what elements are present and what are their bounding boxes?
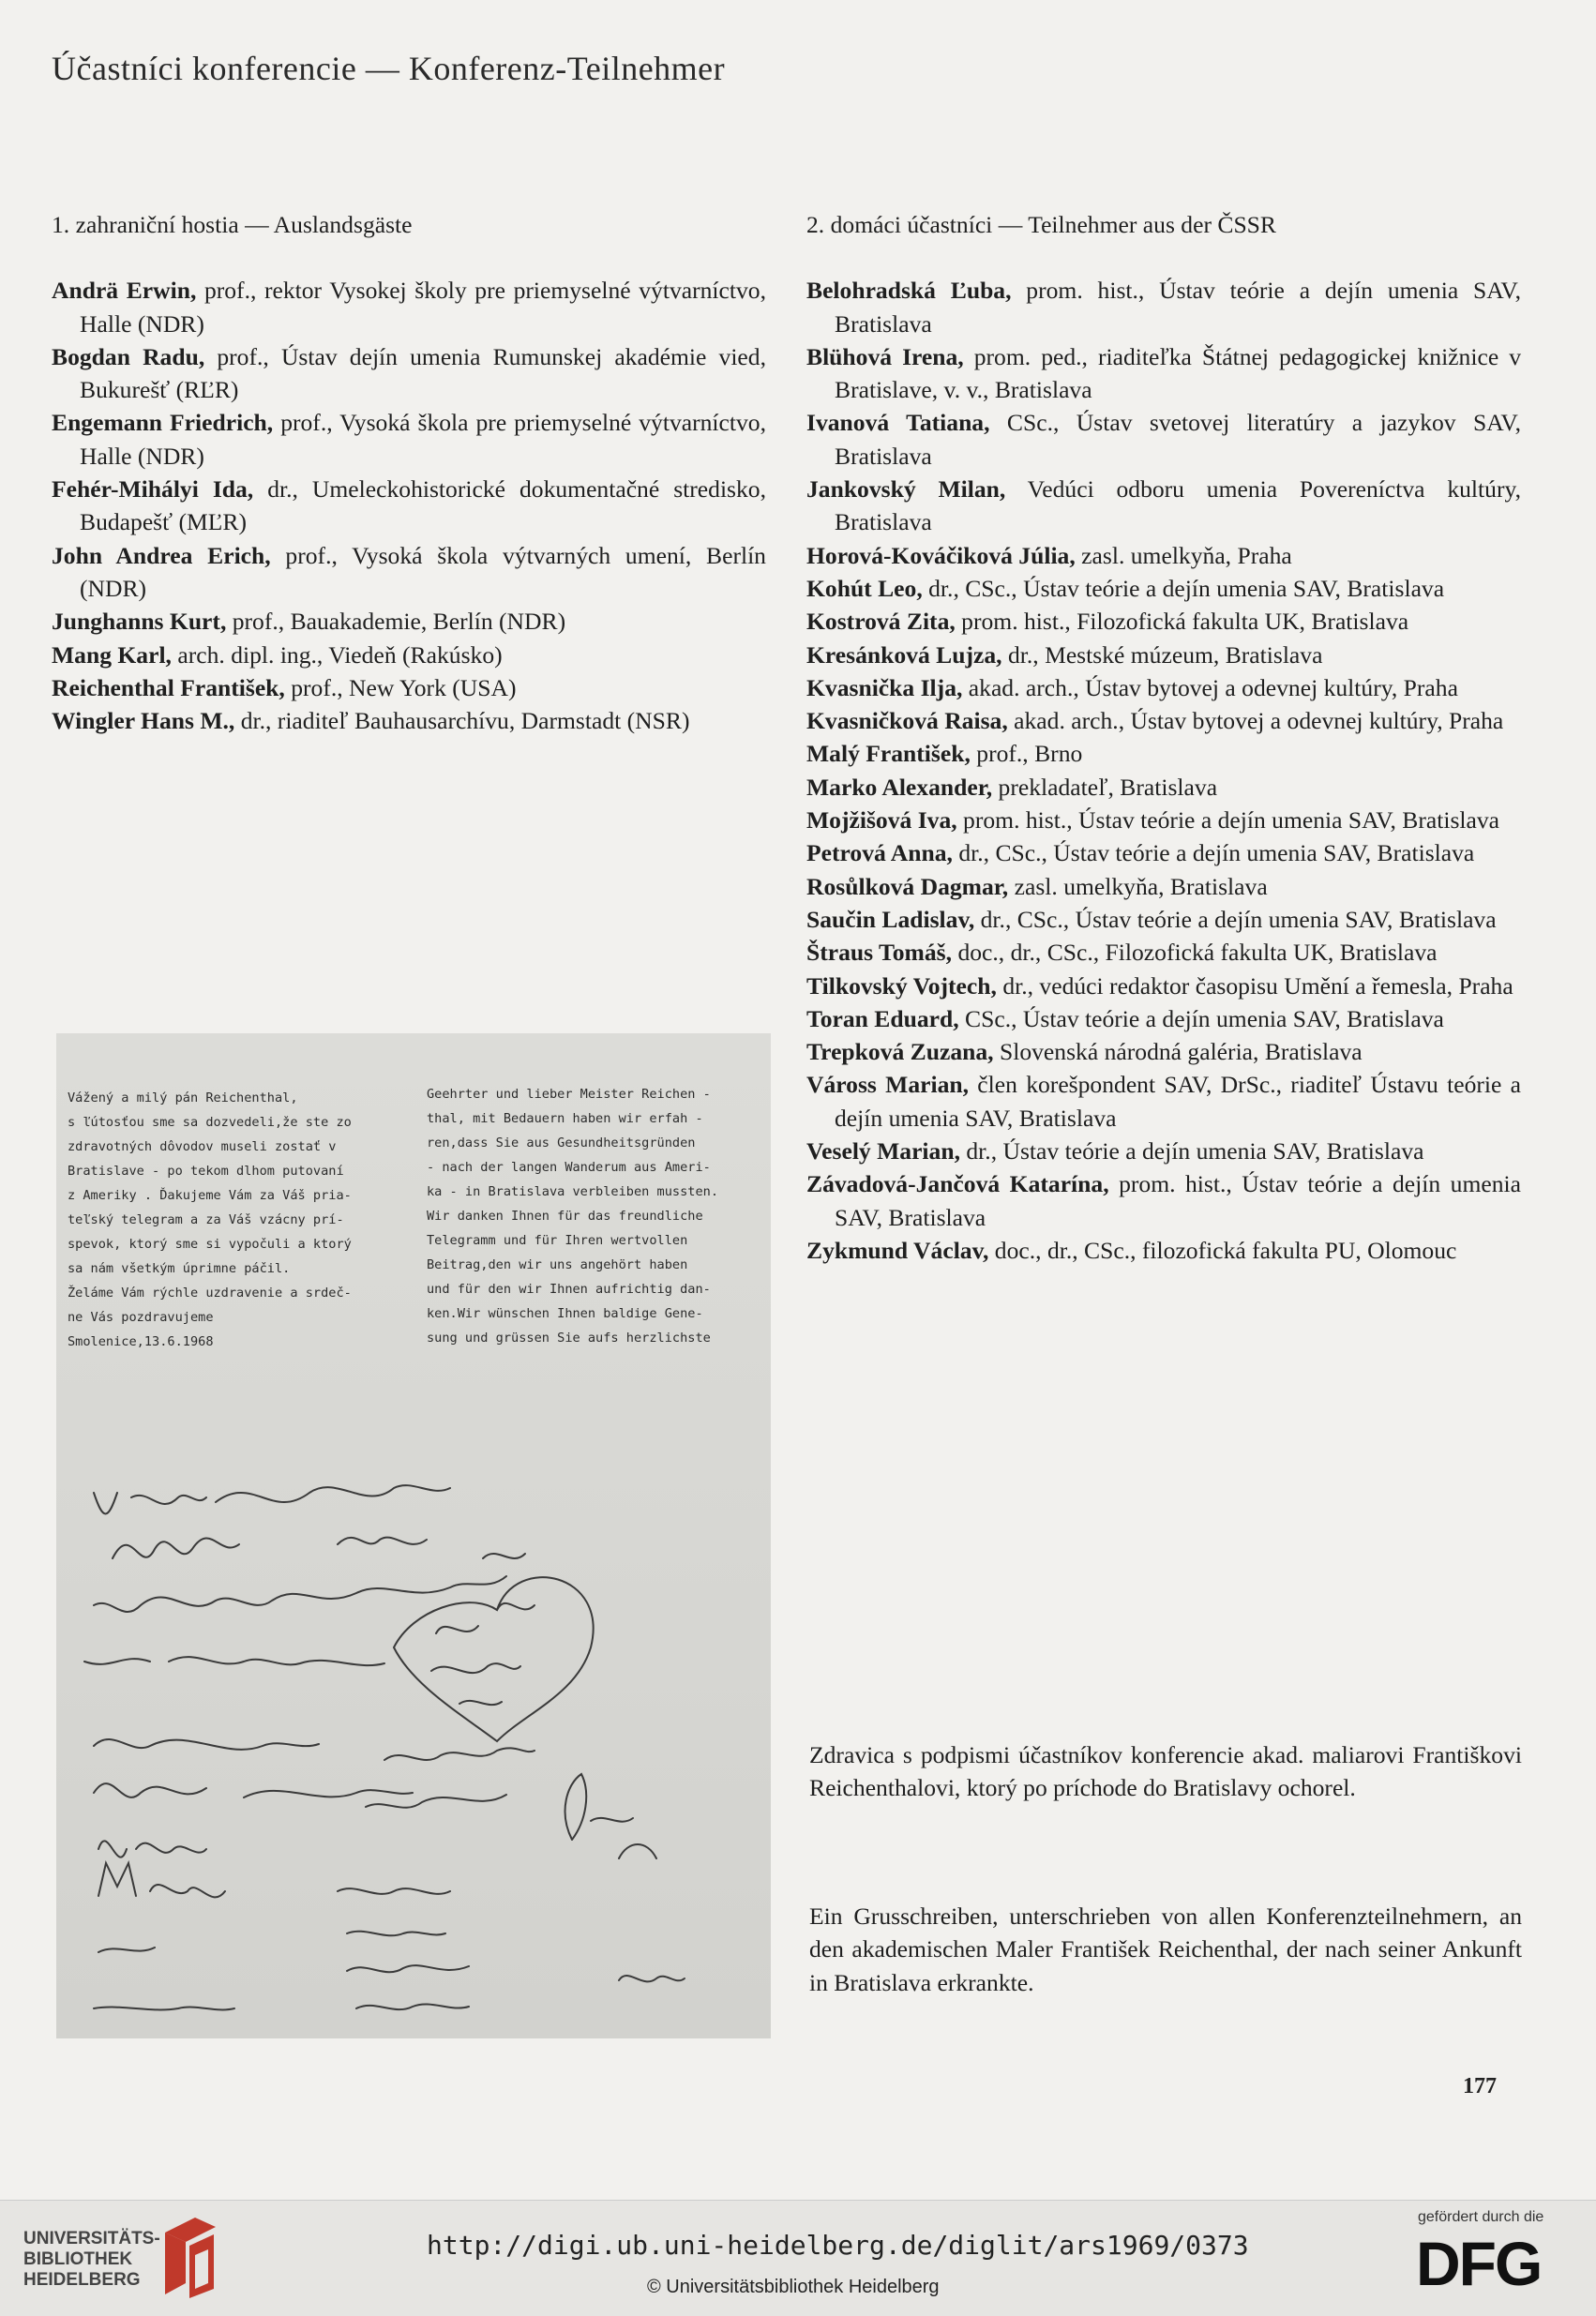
participant-entry (806, 704, 1521, 737)
letter-line: zdravotných dôvodov museli zostať v (68, 1139, 337, 1154)
participant-details: prom. hist., Filozofická fakulta UK, Bratislava (955, 608, 1409, 636)
participant-details: arch. dipl. ing., Viedeň (Rakúsko) (171, 640, 503, 669)
participant-entry (806, 1068, 1521, 1135)
participant-name: Kostrová Zita, (806, 608, 956, 636)
participant-entry (806, 671, 1521, 704)
participant-details: prof., New York (USA) (284, 673, 517, 701)
library-name-line: HEIDELBERG (23, 2270, 141, 2290)
participant-entry (52, 704, 766, 737)
copyright-notice: © Universitätsbibliothek Heidelberg (647, 2277, 940, 2297)
participant-name: Malý František, (806, 740, 971, 768)
participant-details: prof., Bauakademie, Berlín (NDR) (226, 608, 566, 636)
participant-entry (806, 406, 1521, 473)
participant-details: dr., vedúci redaktor časopisu Umění a řemesla, Praha (996, 971, 1513, 1000)
participant-name: Wingler Hans M., (52, 707, 235, 735)
participant-details: Slovenská národná galéria, Bratislava (993, 1038, 1363, 1066)
letter-line: ka - in Bratislava verbleiben mussten. (427, 1184, 718, 1199)
letter-line: - nach der langen Wanderum aus Ameri- (427, 1160, 711, 1175)
letter-line: Telegramm und für Ihren wertvollen (427, 1233, 688, 1248)
participant-entry (806, 737, 1521, 770)
participant-entry (806, 340, 1521, 407)
participant-entry (806, 572, 1521, 605)
participant-details: CSc., Ústav teórie a dejín umenia SAV, Bratislava (958, 1004, 1444, 1032)
participant-details: prof., Vysoká škola pre priemyselné výtvarníctvo, Halle (NDR) (80, 409, 766, 470)
participant-details: CSc., Ústav svetovej literatúry a jazykov SAV, Bratislava (835, 409, 1521, 470)
participant-name: Belohradská Ľuba, (806, 277, 1012, 305)
participant-details: dr., CSc., Ústav teórie a dejín umenia SAV, Bratislava (952, 839, 1475, 867)
domestic-participants-heading: 2. domáci účastníci — Teilnehmer aus der ČSSR (806, 211, 1276, 238)
participant-name: John Andrea Erich, (52, 541, 271, 569)
letter-line: ken.Wir wünschen Ihnen baldige Gene- (427, 1306, 703, 1321)
participant-name: Petrová Anna, (806, 839, 953, 867)
participant-details: prom. hist., Ústav teórie a dejín umenia SAV, Bratislava (835, 1170, 1521, 1231)
participant-name: Kvasnička Ilja, (806, 673, 963, 701)
participant-name: Reichenthal František, (52, 673, 285, 701)
participant-entry (806, 274, 1521, 340)
library-logo-text (23, 2229, 160, 2291)
participant-details: prom. hist., Ústav teórie a dejín umenia SAV, Bratislava (835, 277, 1521, 338)
participant-name: Engemann Friedrich, (52, 409, 274, 437)
participant-name: Trepková Zuzana, (806, 1038, 994, 1066)
participant-details: prof., Vysoká škola výtvarných umení, Berlín (NDR) (80, 541, 766, 602)
letter-line: Bratislave - po tekom dlhom putovaní (68, 1164, 344, 1179)
letter-line: z Ameriky . Ďakujeme Vám za Váš pria- (68, 1188, 352, 1203)
caption-german: Ein Grusschreiben, unterschrieben von allen Konferenzteilnehmern, an den akademischen Maler František Reichenthal, der nach seiner Ankunft in Bratislava erkrankte. (809, 1902, 1522, 1996)
participant-details: prof., Ústav dejín umenia Rumunskej akadémie vied, Bukurešť (RĽR) (80, 342, 766, 404)
participant-name: Horová-Kováčiková Júlia, (806, 541, 1076, 569)
letter-line: thal, mit Bedauern haben wir erfah - (427, 1111, 703, 1126)
participant-name: Marko Alexander, (806, 773, 993, 801)
participant-entry (806, 870, 1521, 903)
participant-entry (806, 771, 1521, 804)
participant-entry (52, 340, 766, 407)
participant-entry (806, 1002, 1521, 1035)
foreign-guests-list (52, 274, 766, 737)
participant-entry (52, 274, 766, 340)
participant-name: Saučin Ladislav, (806, 905, 975, 933)
participant-entry (52, 473, 766, 539)
participant-name: Fehér-Mihályi Ida, (52, 475, 254, 504)
letter-line: spevok, ktorý sme si vypočuli a ktorý (68, 1237, 352, 1252)
participant-details: dr., CSc., Ústav teórie a dejín umenia SAV, Bratislava (974, 905, 1497, 933)
participant-entry (52, 639, 766, 671)
caption-slovak: Zdravica s podpismi účastníkov konferencie akad. maliarovi Františkovi Reichenthalovi, ktorý po príchode do Bratislavy ochorel. (809, 1741, 1522, 1802)
library-logo-icon (158, 2214, 223, 2298)
letter-line: ne Vás pozdravujeme (68, 1310, 214, 1325)
participant-name: Ivanová Tatiana, (806, 409, 990, 437)
letter-line: sa nám všetkým úprimne páčil. (68, 1261, 291, 1276)
participant-name: Rosůlková Dagmar, (806, 872, 1009, 900)
greeting-letter-photo (56, 1033, 771, 2038)
participant-entry (806, 836, 1521, 869)
letter-line: ren,dass Sie aus Gesundheitsgründen (427, 1135, 696, 1150)
letter-line: Beitrag,den wir uns angehört haben (427, 1257, 688, 1272)
participant-details: akad. arch., Ústav bytovej a odevnej kultúry, Praha (962, 673, 1458, 701)
participant-name: Tilkovský Vojtech, (806, 971, 997, 1000)
participant-name: Závadová-Jančová Katarína, (806, 1170, 1109, 1198)
letter-line: s ľútosťou sme sa dozvedeli,že ste zo (68, 1115, 352, 1130)
participant-entry (806, 605, 1521, 638)
participant-details: dr., Ústav teórie a dejín umenia SAV, Bratislava (959, 1137, 1424, 1166)
participant-name: Zykmund Václav, (806, 1236, 989, 1264)
participant-details: zasl. umelkyňa, Bratislava (1008, 872, 1268, 900)
page-number: 177 (1463, 2074, 1497, 2098)
participant-name: Mang Karl, (52, 640, 172, 669)
page-title: Účastníci konferencie — Konferenz-Teilnehmer (52, 50, 726, 87)
participant-entry (806, 804, 1521, 836)
participant-entry (806, 1135, 1521, 1167)
handwritten-signatures (56, 1033, 771, 2038)
participant-name: Toran Eduard, (806, 1004, 959, 1032)
letter-line: Želáme Vám rýchle uzdravenie a srdeč- (68, 1286, 352, 1301)
participant-entry (806, 473, 1521, 539)
foreign-guests-heading: 1. zahraniční hostia — Auslandsgäste (52, 211, 413, 238)
participant-entry (806, 936, 1521, 969)
participant-entry (806, 1234, 1521, 1267)
participant-entry (806, 970, 1521, 1002)
participant-details: doc., dr., CSc., filozofická fakulta PU, Olomouc (988, 1236, 1457, 1264)
participant-entry (52, 671, 766, 704)
domestic-participants-column (806, 208, 1521, 1267)
domestic-participants-list (806, 274, 1521, 1267)
participant-entry (806, 639, 1521, 671)
participant-entry (806, 1035, 1521, 1068)
participant-name: Kvasničková Raisa, (806, 707, 1008, 735)
participant-details: akad. arch., Ústav bytovej a odevnej kultúry, Praha (1007, 707, 1504, 735)
participant-entry (806, 1167, 1521, 1234)
participant-details: Vedúci odboru umenia Povereníctva kultúry, Bratislava (835, 475, 1521, 536)
library-name-line: UNIVERSITÄTS- (23, 2229, 160, 2248)
participant-name: Blühová Irena, (806, 342, 964, 370)
participant-details: dr., CSc., Ústav teórie a dejín umenia SAV, Bratislava (922, 574, 1445, 602)
participant-details: zasl. umelkyňa, Praha (1075, 541, 1292, 569)
participant-details: dr., Umeleckohistorické dokumentačné stredisko, Budapešť (MĽR) (80, 475, 767, 536)
letter-line: Wir danken Ihnen für das freundliche (427, 1209, 703, 1224)
participant-name: Veselý Marian, (806, 1137, 960, 1166)
letter-line: Geehrter und lieber Meister Reichen - (427, 1087, 711, 1102)
letter-line: Smolenice,13.6.1968 (68, 1334, 214, 1349)
participant-name: Andrä Erwin, (52, 277, 197, 305)
participant-name: Váross Marian, (806, 1071, 970, 1099)
letter-line: sung und grüssen Sie aufs herzlichste (427, 1331, 711, 1346)
participant-details: prom. hist., Ústav teórie a dejín umenia SAV, Bratislava (956, 806, 1500, 835)
participant-details: prof., rektor Vysokej školy pre priemyselné výtvarníctvo, Halle (NDR) (80, 277, 766, 338)
participant-details: prekladateľ, Bratislava (992, 773, 1218, 801)
participant-details: člen korešpondent SAV, DrSc., riaditeľ Ústavu teórie a dejín umenia SAV, Bratislava (835, 1071, 1522, 1132)
permalink-url[interactable]: http://digi.ub.uni-heidelberg.de/diglit/ars1969/0373 (427, 2230, 1249, 2261)
participant-name: Kohút Leo, (806, 574, 923, 602)
participant-details: doc., dr., CSc., Filozofická fakulta UK, Bratislava (952, 939, 1438, 967)
participant-details: prom. ped., riaditeľka Štátnej pedagogickej knižnice v Bratislave, v. v., Bratislava (835, 342, 1521, 404)
participant-details: prof., Brno (970, 740, 1083, 768)
dfg-logo: DFG (1416, 2229, 1542, 2298)
participant-details: dr., Mestské múzeum, Bratislava (1001, 640, 1323, 669)
participant-details: dr., riaditeľ Bauhausarchívu, Darmstadt (NSR) (234, 707, 690, 735)
participant-entry (52, 539, 766, 606)
letter-line: teľský telegram a za Váš vzácny prí- (68, 1212, 344, 1227)
participant-name: Junghanns Kurt, (52, 608, 227, 636)
letter-line: und für den wir Ihnen aufrichtig dan- (427, 1282, 711, 1297)
participant-name: Bogdan Radu, (52, 342, 205, 370)
participant-name: Kresánková Lujza, (806, 640, 1002, 669)
participant-name: Mojžišová Iva, (806, 806, 957, 835)
participant-name: Štraus Tomáš, (806, 939, 953, 967)
foreign-guests-column (52, 208, 766, 737)
participant-entry (806, 539, 1521, 572)
letter-line: Vážený a milý pán Reichenthal, (68, 1090, 298, 1105)
participant-entry (52, 406, 766, 473)
funding-label: gefördert durch die (1418, 2209, 1544, 2225)
participant-entry (52, 605, 766, 638)
participant-name: Jankovský Milan, (806, 475, 1006, 504)
participant-entry (806, 903, 1521, 936)
library-name-line: BIBLIOTHEK (23, 2249, 133, 2269)
